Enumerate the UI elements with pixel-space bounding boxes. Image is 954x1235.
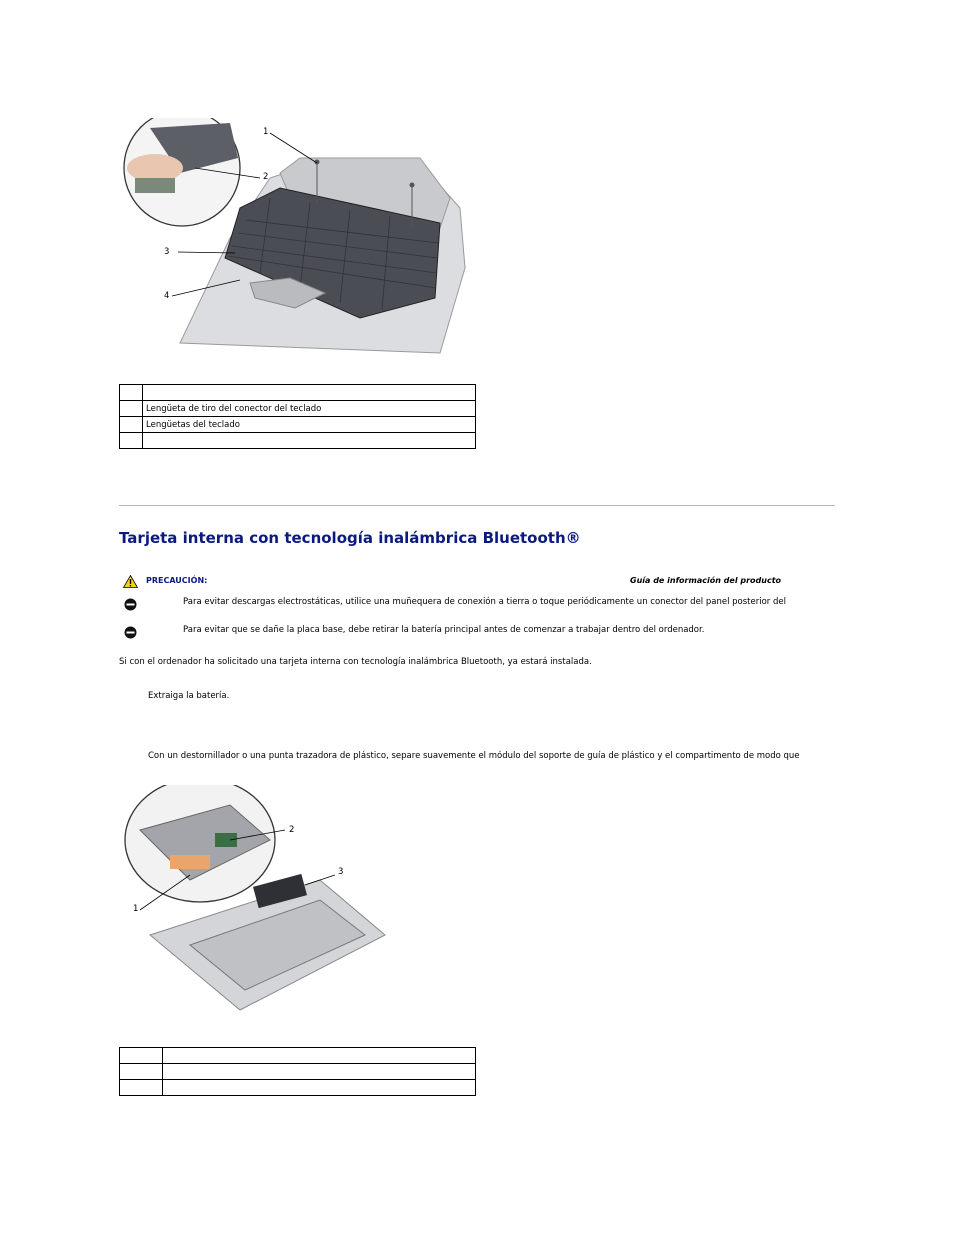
table-cell-number — [120, 401, 143, 417]
section-divider — [119, 505, 835, 506]
notice-text-1: Para evitar descargas electrostáticas, utilice una muñequera de conexión a tierra o toque periódicamente un conector del panel posterior del — [183, 597, 786, 607]
table-cell-number — [120, 433, 143, 449]
figure1-callout-3: 3 — [164, 247, 170, 257]
table-cell-text: Lengüetas del teclado — [143, 417, 476, 433]
notice-icon — [124, 598, 137, 611]
step-2: Con un destornillador o una punta trazadora de plástico, separe suavemente el módulo del soporte de guía de plástico y el compartimento de modo que — [148, 751, 800, 761]
table-cell-text — [163, 1064, 476, 1080]
step-1: Extraiga la batería. — [148, 691, 230, 701]
table-row — [120, 433, 476, 449]
table-cell-text — [163, 1080, 476, 1096]
table-row — [120, 1048, 476, 1064]
figure1-callout-1: 1 — [263, 127, 269, 137]
caution-icon — [123, 575, 138, 588]
keyboard-removal-figure — [120, 118, 480, 358]
section-title: Tarjeta interna con tecnología inalámbrica Bluetooth® — [119, 529, 581, 547]
table-row — [120, 1064, 476, 1080]
figure1-callout-2: 2 — [263, 172, 269, 182]
intro-paragraph: Si con el ordenador ha solicitado una tarjeta interna con tecnología inalámbrica Bluetooth, ya estará instalada. — [119, 657, 592, 667]
caution-reference: Guía de información del producto — [630, 576, 782, 585]
table-cell-text — [143, 433, 476, 449]
notice-text-2: Para evitar que se dañe la placa base, debe retirar la batería principal antes de comenzar a trabajar dentro del ordenador. — [183, 625, 705, 635]
table-row — [120, 385, 476, 401]
table-row — [120, 417, 476, 433]
table-cell-text — [163, 1048, 476, 1064]
table-cell-number — [120, 385, 143, 401]
table-cell-text — [143, 385, 476, 401]
figure2-callout-2: 2 — [289, 825, 295, 835]
table-cell-number — [120, 1064, 163, 1080]
table-row — [120, 1080, 476, 1096]
figure2-callout-1: 1 — [133, 904, 139, 914]
table-row — [120, 401, 476, 417]
table-cell-number — [120, 417, 143, 433]
figure1-callout-4: 4 — [164, 291, 170, 301]
figure2-callout-3: 3 — [338, 867, 344, 877]
table-cell-number — [120, 1048, 163, 1064]
figure1-legend-table — [119, 384, 476, 449]
table-cell-number — [120, 1080, 163, 1096]
caution-label: PRECAUCIÓN: — [146, 576, 208, 585]
notice-icon — [124, 626, 137, 639]
figure2-legend-table — [119, 1047, 476, 1096]
bluetooth-card-figure — [120, 785, 400, 1020]
table-cell-text: Lengüeta de tiro del conector del teclado — [143, 401, 476, 417]
